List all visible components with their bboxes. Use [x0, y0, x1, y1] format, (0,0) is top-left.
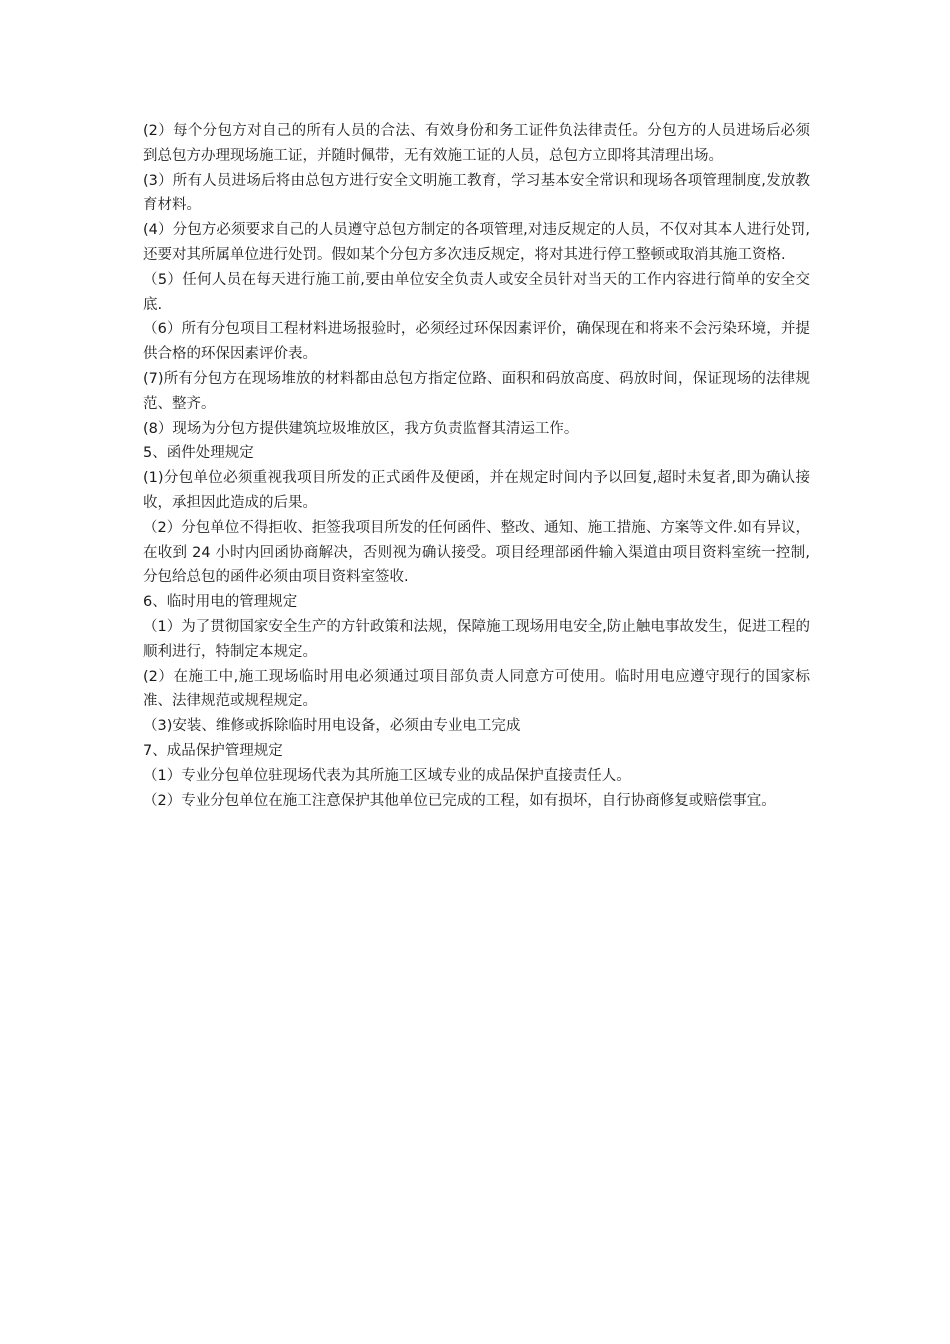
paragraph-4: (4）分包方必须要求自己的人员遵守总包方制定的各项管理,对违反规定的人员，不仅对其本人进行处罚,还要对其所属单位进行处罚。假如某个分包方多次违反规定，将对其进行停工整顿或取消其施工资格.: [143, 222, 810, 263]
document-body: [143, 119, 810, 813]
paragraph-6-3: （3)安装、维修或拆除临时用电设备，必须由专业电工完成: [143, 718, 521, 735]
paragraph-6: （6）所有分包项目工程材料进场报验时，必须经过环保因素评价，确保现在和将来不会污染环境，并提供合格的环保因素评价表。: [143, 321, 810, 363]
section-heading-7: 7、成品保护管理规定: [143, 742, 283, 759]
paragraph-7-1: （1）专业分包单位驻现场代表为其所施工区域专业的成品保护直接责任人。: [143, 767, 631, 784]
paragraph-7-2: （2）专业分包单位在施工注意保护其他单位已完成的工程，如有损坏，自行协商修复或赔偿事宜。: [143, 792, 776, 809]
paragraph-8: (8）现场为分包方提供建筑垃圾堆放区，我方负责监督其清运工作。: [143, 420, 579, 437]
paragraph-3: (3）所有人员进场后将由总包方进行安全文明施工教育，学习基本安全常识和现场各项管理制度,发放教育材料。: [143, 172, 810, 214]
paragraph-5: （5）任何人员在每天进行施工前,要由单位安全负责人或安全员针对当天的工作内容进行简单的安全交底.: [143, 271, 810, 313]
section-heading-6: 6、临时用电的管理规定: [143, 594, 298, 611]
paragraph-5-2: （2）分包单位不得拒收、拒签我项目所发的任何函件、整改、通知、施工措施、方案等文件.如有异议，在收到 24 小时内回函协商解决，否则视为确认接受。项目经理部函件输入渠道由项目资料室统一控制,分包给总包的函件必须由项目资料室签收.: [143, 519, 810, 586]
paragraph-7: (7)所有分包方在现场堆放的材料都由总包方指定位路、面积和码放高度、码放时间，保证现场的法律规范、整齐。: [143, 370, 810, 412]
paragraph-2: (2）每个分包方对自己的所有人员的合法、有效身份和务工证件负法律责任。分包方的人员进场后必须到总包方办理现场施工证，并随时佩带，无有效施工证的人员，总包方立即将其清理出场。: [143, 123, 810, 164]
paragraph-6-2: (2）在施工中,施工现场临时用电必须通过项目部负责人同意方可使用。临时用电应遵守现行的国家标准、法律规范或规程规定。: [143, 668, 810, 710]
paragraph-5-1: (1)分包单位必须重视我项目所发的正式函件及便函，并在规定时间内予以回复,超时未复者,即为确认接收，承担因此造成的后果。: [143, 470, 810, 511]
section-heading-5: 5、函件处理规定: [143, 445, 254, 462]
paragraph-6-1: （1）为了贯彻国家安全生产的方针政策和法规，保障施工现场用电安全,防止触电事故发生，促进工程的顺利进行，特制定本规定。: [143, 618, 810, 660]
